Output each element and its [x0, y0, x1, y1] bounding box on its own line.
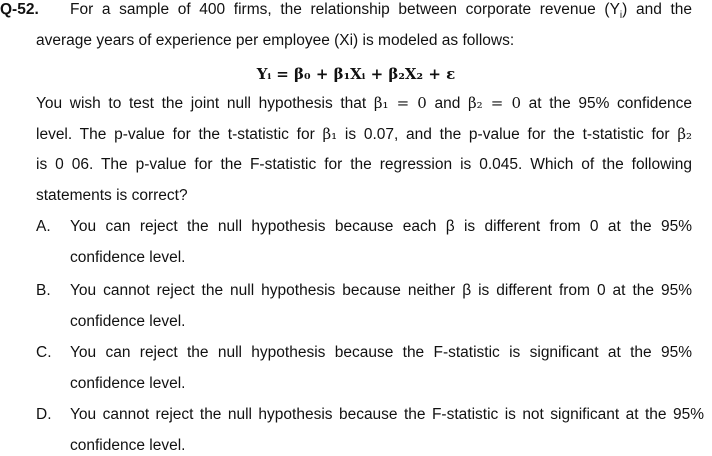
option-a-line-2: confidence level. [70, 249, 186, 266]
math-beta1-zero: β₁ = 0 [373, 94, 427, 112]
body-and: and [434, 95, 461, 112]
option-c-letter: C. [36, 344, 52, 361]
question-body-line-3: is 0 06. The p-value for the F-statistic for the regression is 0.045. Which of the following [36, 156, 692, 173]
option-d-line-1: You cannot reject the null hypothesis because the F-statistic is not significant at the 95% [70, 406, 704, 423]
intro-subscript: i [619, 10, 623, 22]
option-d-letter: D. [36, 406, 52, 423]
body-text: You wish to test the joint null hypothesis that [36, 95, 367, 112]
math-beta2: β₂ [677, 125, 693, 143]
question-body-line-4: statements is correct? [36, 187, 188, 204]
body-text: at the 95% confidence [528, 95, 693, 112]
intro-text: For a sample of 400 firms, the relationship between corporate revenue (Y [70, 1, 620, 18]
math-beta1: β₁ [322, 125, 338, 143]
option-b-letter: B. [36, 282, 51, 299]
body-text: level. The p-value for the t-statistic for [36, 126, 315, 143]
question-body-line-2 [36, 124, 692, 145]
intro-text-end: ) and the [622, 1, 692, 18]
body-text: is 0.07, and the p-value for the t-statistic for [344, 126, 670, 143]
option-d-line-2: confidence level. [70, 437, 186, 454]
option-c-line-2: confidence level. [70, 375, 186, 392]
option-b-line-1: You cannot reject the null hypothesis because neither β is different from 0 at the 95% [70, 282, 692, 299]
question-intro-line-1 [70, 0, 692, 26]
math-beta2-zero: β₂ = 0 [468, 94, 521, 112]
question-number: Q-52. [0, 1, 39, 18]
option-b-line-2: confidence level. [70, 313, 186, 330]
option-a-line-1: You can reject the null hypothesis because each β is different from 0 at the 95% [70, 218, 692, 235]
option-c-line-1: You can reject the null hypothesis because the F-statistic is significant at the 95% [70, 344, 692, 361]
question-intro-line-2: average years of experience per employee (Xi) is modeled as follows: [36, 32, 515, 49]
question-body-line-1 [36, 93, 692, 114]
option-a-letter: A. [36, 218, 51, 235]
regression-equation: Yᵢ = β₀ + β₁Xᵢ + β₂X₂ + ε [256, 65, 456, 83]
